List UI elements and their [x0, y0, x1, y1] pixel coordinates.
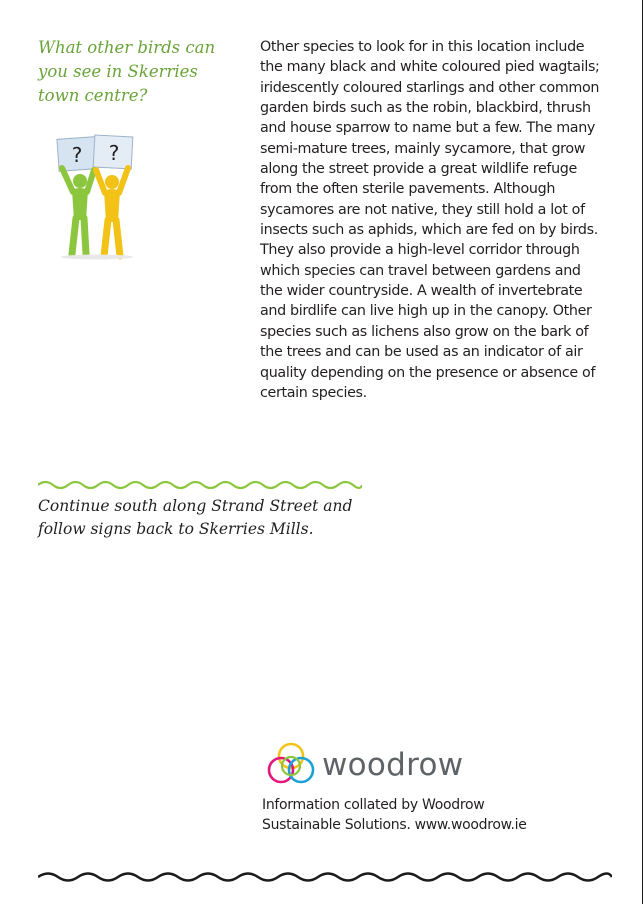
question-mark-right: ? [108, 141, 120, 165]
woodrow-logo-text: woodrow [322, 747, 464, 783]
yellow-figure [96, 168, 128, 256]
green-wave-divider [38, 478, 362, 492]
page-edge-line [642, 0, 643, 904]
credit-line-1: Information collated by Woodrow [262, 797, 485, 813]
section-heading: What other birds can you see in Skerries town centre? [38, 38, 216, 105]
credit-block [262, 795, 582, 835]
body-paragraph-block [260, 37, 600, 403]
woodrow-rings-logo-icon [265, 740, 317, 792]
green-figure [62, 168, 94, 254]
people-holding-question-signs-icon [50, 128, 140, 260]
body-paragraph: Other species to look for in this location include the many black and white coloured pied wagtails; iridescently coloured starlings and other common garden birds such as the robin, blackbird, thrush and house sparrow to name but a few. The many semi-mature trees, mainly sycamore, that grow along the street provide a great wildlife refuge from the often sterile pavements. Although sycamores are not native, they still hold a lot of insects such as aphids, which are fed on by birds. They also provide a high-level corridor through which species can travel between gardens and the wider countryside. A wealth of invertebrate and birdlife can live high up in the canopy. Other species such as lichens also grow on the bark of the trees and can be used as an indicator of air quality depending on the presence or absence of certain species. [260, 39, 600, 401]
directions-text: Continue south along Strand Street and follow signs back to Skerries Mills. [38, 497, 353, 538]
black-wave-divider [38, 869, 612, 885]
credit-line-2: Sustainable Solutions. www.woodrow.ie [262, 817, 527, 833]
question-sign-right [93, 135, 133, 169]
question-mark-left: ? [71, 143, 83, 167]
